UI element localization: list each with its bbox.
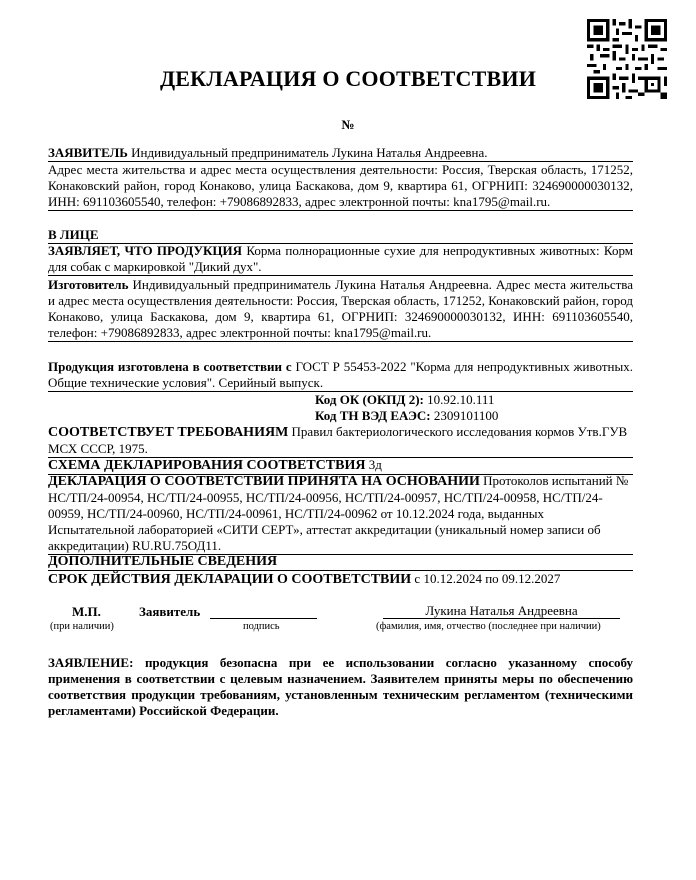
made-per-text: ГОСТ Р 55453-2022 "Корма для непродуктивных животных. Общие технические условия". Серийный выпуск. [48, 359, 633, 390]
tnved-value: 2309101100 [433, 408, 499, 423]
tnved-label: Код ТН ВЭД ЕАЭС: [315, 408, 431, 423]
in-person-line: В ЛИЦЕ [48, 227, 633, 244]
signer-name: Лукина Наталья Андреевна [425, 603, 578, 618]
made-per-label: Продукция изготовлена в соответствии с [48, 359, 292, 374]
validity-line [48, 571, 633, 588]
validity-text: с 10.12.2024 по 09.12.2027 [414, 571, 561, 586]
statement-label: ЗАЯВЛЕНИЕ: [48, 655, 134, 670]
applicant-sign-label: Заявитель [139, 604, 201, 619]
scheme-value: 3д [368, 457, 382, 472]
manufacturer-label: Изготовитель [48, 277, 129, 292]
okpd-code [315, 392, 494, 408]
declaration-number: № [341, 117, 355, 132]
conforms-label: СООТВЕТСТВУЕТ ТРЕБОВАНИЯМ [48, 425, 289, 440]
declares-label: ЗАЯВЛЯЕТ, ЧТО ПРОДУКЦИЯ [48, 243, 243, 258]
declares-text: Корма полнорационные сухие для непродуктивных животных: Корм для собак с маркировкой "Дикий дух". [48, 243, 633, 274]
mp-label: М.П. [72, 604, 101, 619]
validity-label: СРОК ДЕЙСТВИЯ ДЕКЛАРАЦИИ О СООТВЕТСТВИИ [48, 572, 412, 587]
okpd-value: 10.92.10.111 [427, 392, 495, 407]
signature-note: подпись [243, 621, 280, 632]
applicant-name: Индивидуальный предприниматель Лукина Наталья Андреевна. [131, 145, 488, 160]
signer-name-line [383, 617, 620, 619]
mp-note: (при наличии) [50, 621, 114, 632]
applicant-line [48, 145, 633, 162]
manufacturer-text: Индивидуальный предприниматель Лукина Наталья Андреевна. Адрес места жительства и адрес места осуществления деятельности: Россия, Тверская область, 171252, Конаковский район, город Конаково, улица Баскакова, дом 9, квартира 61, ОГРНИП: 324690000030132, ИНН: 691103605540, телефон: +79086892833, адрес электронной почты: kna1795@mail.ru. [48, 277, 634, 340]
conforms-text: Правил бактериологического исследования кормов Утв.ГУВ МСХ СССР, 1975. [48, 424, 628, 456]
made-per-section [48, 359, 633, 392]
manufacturer-section [48, 277, 633, 342]
statement-section [48, 655, 633, 719]
declares-section [48, 243, 633, 276]
signer-note: (фамилия, имя, отчество (последнее при наличии) [376, 621, 601, 632]
okpd-label: Код ОК (ОКПД 2): [315, 392, 424, 407]
basis-section [48, 473, 633, 555]
tnved-code [315, 408, 498, 424]
basis-text: Протоколов испытаний № НС/ТП/24-00954, НС/ТП/24-00955, НС/ТП/24-00956, НС/ТП/24-00957, НС/ТП/24-00958, НС/ТП/24-00959, НС/ТП/24-00960, НС/ТП/24-00961, НС/ТП/24-00962 от 10.12.2024 года, выданных Испытательной лабораторией «СИТИ СЕРТ», аттестат аккредитации (уникальный номер записи об аккредитации) RU.RU.75ОД11. [48, 473, 629, 553]
applicant-label: ЗАЯВИТЕЛЬ [48, 145, 128, 160]
statement-text: продукция безопасна при ее использовании согласно указанному способу применения в соответствии с целевым назначением. Заявителем приняты меры по обеспечению соответствия продукции требованиям, установленным техническим регламентом (техническими регламентами) Российской Федерации. [48, 655, 634, 718]
basis-label: ДЕКЛАРАЦИЯ О СООТВЕТСТВИИ ПРИНЯТА НА ОСНОВАНИИ [48, 474, 480, 489]
applicant-address: Адрес места жительства и адрес места осуществления деятельности: Россия, Тверская область, 171252, Конаковский район, город Конаково, улица Баскакова, дом 9, квартира 61, ОГРНИП: 324690000030132, ИНН: 691103605540, телефон: +79086892833, адрес электронной почты: kna1795@mail.ru. [48, 162, 633, 209]
conforms-section [48, 424, 633, 458]
signature-line [210, 617, 317, 619]
page-title: ДЕКЛАРАЦИЯ О СООТВЕТСТВИИ [159, 66, 537, 91]
additional-info-line: ДОПОЛНИТЕЛЬНЫЕ СВЕДЕНИЯ [48, 554, 633, 571]
scheme-label: СХЕМА ДЕКЛАРИРОВАНИЯ СООТВЕТСТВИЯ [48, 458, 366, 473]
